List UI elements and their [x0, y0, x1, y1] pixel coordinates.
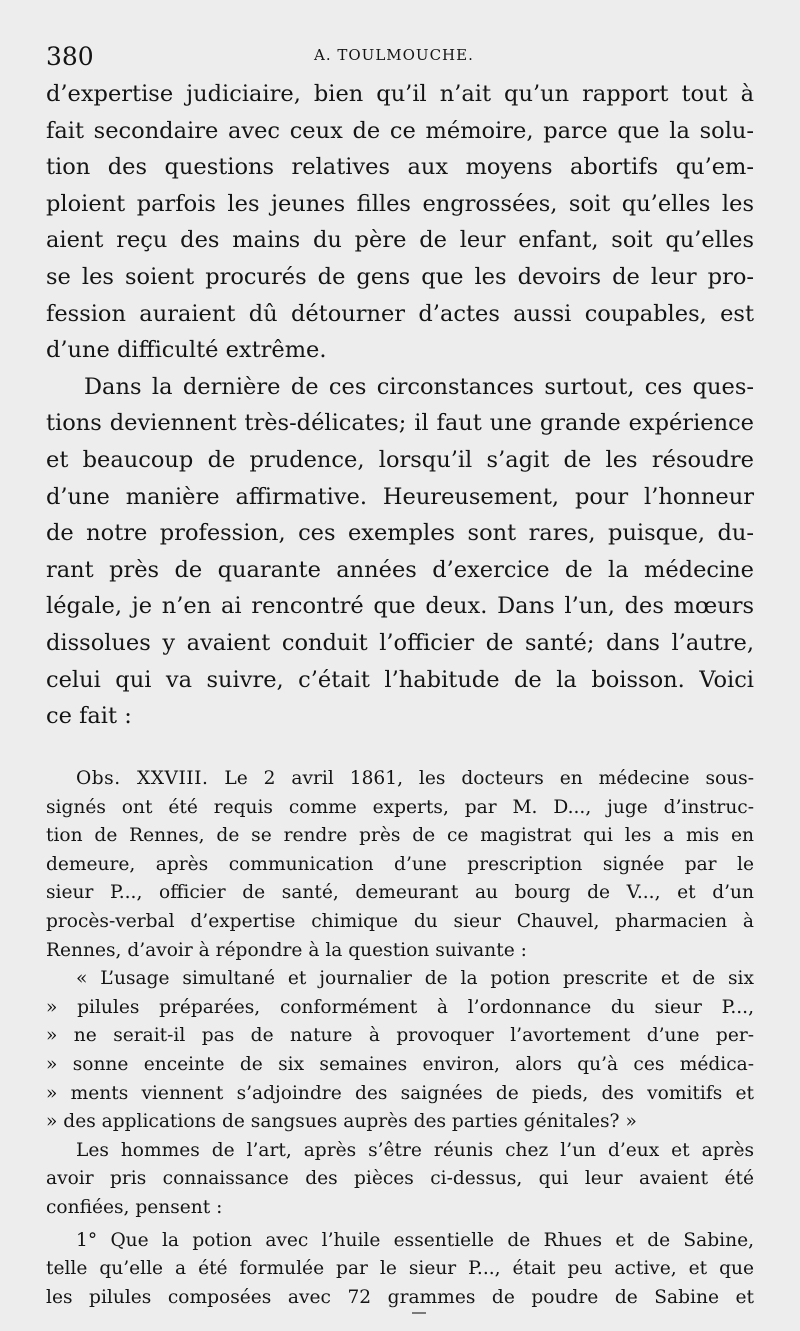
quote-line: » ments viennent s’adjoindre des saignées de pieds, des vomitifs et — [46, 1082, 754, 1104]
page-number: 380 — [46, 42, 94, 71]
text-line: celui qui va suivre, c’était l’habitude de la boisson. Voici — [46, 666, 754, 693]
observation-block — [46, 765, 754, 1312]
text-line: Le 2 avril 1861, les docteurs en médecine sous- — [224, 768, 754, 789]
text-line: de notre profession, ces exemples sont rares, puisque, du- — [46, 520, 754, 547]
text-line: signés ont été requis comme experts, par M. D..., juge d’instruc- — [46, 796, 754, 818]
text-line: aient reçu des mains du père de leur enfant, soit qu’elles — [46, 227, 754, 254]
text-line: d’une difficulté extrême. — [46, 337, 327, 364]
text-line: procès-verbal d’expertise chimique du sieur Chauvel, pharmacien à — [46, 910, 754, 932]
text-line: légale, je n’en ai rencontré que deux. Dans l’un, des mœurs — [46, 593, 754, 620]
main-text — [46, 76, 754, 735]
text-line: avoir pris connaissance des pièces ci-dessus, qui leur avaient été — [46, 1168, 754, 1190]
observation-label: Obs. XXVIII. — [76, 768, 209, 789]
running-head: A. TOULMOUCHE. — [314, 46, 474, 64]
text-line: se les soient procurés de gens que les devoirs de leur pro- — [46, 263, 754, 290]
text-line: Les hommes de l’art, après s’être réunis chez l’un d’eux et après — [76, 1139, 754, 1161]
text-line: ce fait : — [46, 703, 132, 730]
text-line: les pilules composées avec 72 grammes de poudre de Sabine et — [46, 1286, 754, 1308]
quote-line: » pilules préparées, conformément à l’ordonnance du sieur P..., — [46, 996, 754, 1018]
text-line: rant près de quarante années d’exercice de la médecine — [46, 556, 754, 583]
text-line: confiées, pensent : — [46, 1196, 223, 1218]
text-line: tions deviennent très-délicates; il faut une grande expérience — [46, 410, 754, 437]
page-edge-mark — [412, 1312, 426, 1314]
text-line: fait secondaire avec ceux de ce mémoire, parce que la solu- — [46, 117, 754, 144]
text-line: d’une manière affirmative. Heureusement, pour l’honneur — [46, 483, 754, 510]
text-line: 1° Que la potion avec l’huile essentielle de Rhues et de Sabine, — [76, 1229, 754, 1251]
text-line: et beaucoup de prudence, lorsqu’il s’agit de les résoudre — [46, 446, 754, 473]
text-line: fession auraient dû détourner d’actes aussi coupables, est — [46, 300, 754, 327]
text-line: Rennes, d’avoir à répondre à la question suivante : — [46, 939, 527, 961]
page-header — [46, 38, 746, 74]
text-line: sieur P..., officier de santé, demeurant au bourg de V..., et d’un — [46, 882, 754, 904]
quote-line: » des applications de sangsues auprès des parties génitales? » — [46, 1111, 637, 1133]
text-line: d’expertise judiciaire, bien qu’il n’ait qu’un rapport tout à — [46, 81, 754, 107]
quote-line: » sonne enceinte de six semaines environ, alors qu’à ces médica- — [46, 1053, 754, 1075]
text-line: tion de Rennes, de se rendre près de ce magistrat qui les a mis en — [46, 825, 754, 847]
text-line: dissolues y avaient conduit l’officier de santé; dans l’autre, — [46, 629, 754, 656]
paragraph-2 — [46, 369, 754, 735]
text-line: Dans la dernière de ces circonstances surtout, ces ques- — [84, 373, 754, 400]
text-line: tion des questions relatives aux moyens abortifs qu’em- — [46, 154, 754, 181]
quote-line: » ne serait-il pas de nature à provoquer l’avortement d’une per- — [46, 1025, 754, 1047]
quote-line: « L’usage simultané et journalier de la potion prescrite et de six — [76, 968, 754, 990]
text-line: telle qu’elle a été formulée par le sieur P..., était peu active, et que — [46, 1258, 754, 1280]
paragraph-1 — [46, 76, 754, 369]
text-line: ploient parfois les jeunes filles engrossées, soit qu’elles les — [46, 190, 754, 217]
text-line: demeure, après communication d’une prescription signée par le — [46, 853, 754, 875]
observation-first-line — [46, 765, 754, 794]
